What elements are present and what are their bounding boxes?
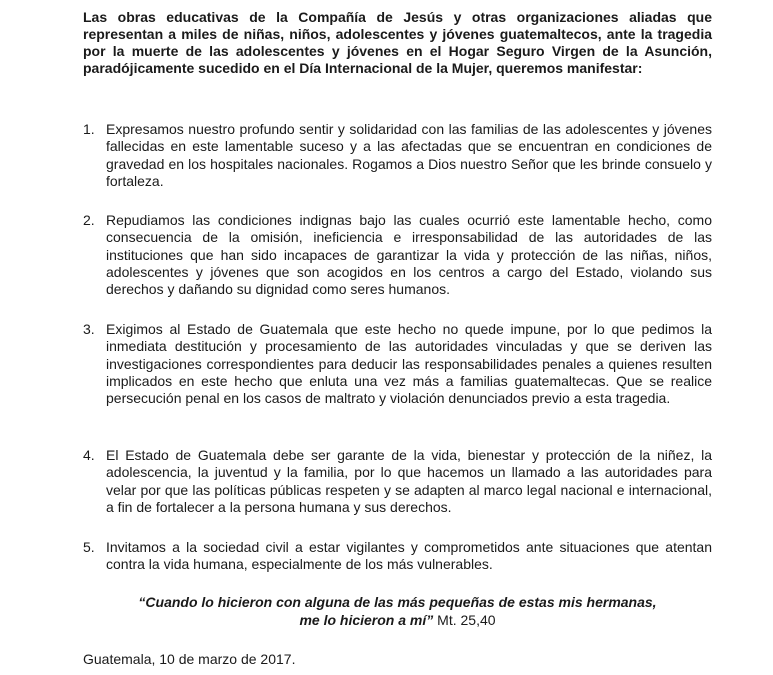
list-text: El Estado de Guatemala debe ser garante de la vida, bienestar y protección de la niñez, la adolescencia, la juventud y la familia, por lo que hacemos un llamado a las autoridades para velar por que las políticas públicas respeten y se adapten al marco legal nacional e internacional, a fin de fortalecer a la persona humana y sus derechos. [106,447,712,515]
list-text: Repudiamos las condiciones indignas bajo las cuales ocurrió este lamentable hecho, como consecuencia de la omisión, ineficiencia e irresponsabilidad de las autoridades de las instituciones que han sido incapaces de garantizar la vida y protección de las niñas, niños, adolescentes y jóvenes que son acogidos en los centros a cargo del Estado, violando sus derechos y dañando su dignidad como seres humanos. [106,212,712,298]
list-text: Exigimos al Estado de Guatemala que este hecho no quede impune, por lo que pedimos la inmediata destitución y procesamiento de las autoridades vinculadas y que se deriven las investigaciones correspondientes para deducir las responsabilidades penales a quienes resulten implicados en este hecho que enluta una vez más a familias guatemaltecas. Que se realice persecución penal en los casos de maltrato y violación denunciados previo a esta tragedia. [106,321,712,407]
list-number: 2. [83,212,95,228]
list-number: 5. [83,539,95,555]
list-text: Expresamos nuestro profundo sentir y solidaridad con las familias de las adolescentes y jóvenes fallecidas en este lamentable suceso y a las afectadas que se encuentran en condiciones de gravedad en los hospitales nacionales. Rogamos a Dios nuestro Señor que les brinde consuelo y fortaleza. [106,121,712,189]
list-number: 1. [83,121,95,137]
list-number: 3. [83,321,95,337]
bible-quote [83,593,712,629]
list-text: Invitamos a la sociedad civil a estar vigilantes y comprometidos ante situaciones que atentan contra la vida humana, especialmente de los más vulnerables. [106,539,712,573]
list-number: 4. [83,447,95,463]
document-date: Guatemala, 10 de marzo de 2017. [83,651,296,667]
quote-line-2: me lo hicieron a mí” [299,612,434,628]
quote-reference: Mt. 25,40 [433,612,496,628]
intro-paragraph: Las obras educativas de la Compañía de Jesús y otras organizaciones aliadas que representan a miles de niñas, niños, adolescentes y jóvenes guatemaltecos, ante la tragedia por la muerte de las adolescentes y jóvenes en el Hogar Seguro Virgen de la Asunción, paradójicamente sucedido en el Día Internacional de la Mujer, queremos manifestar: [83,9,712,76]
quote-line-1: “Cuando lo hicieron con alguna de las más pequeñas de estas mis hermanas, [138,594,657,610]
